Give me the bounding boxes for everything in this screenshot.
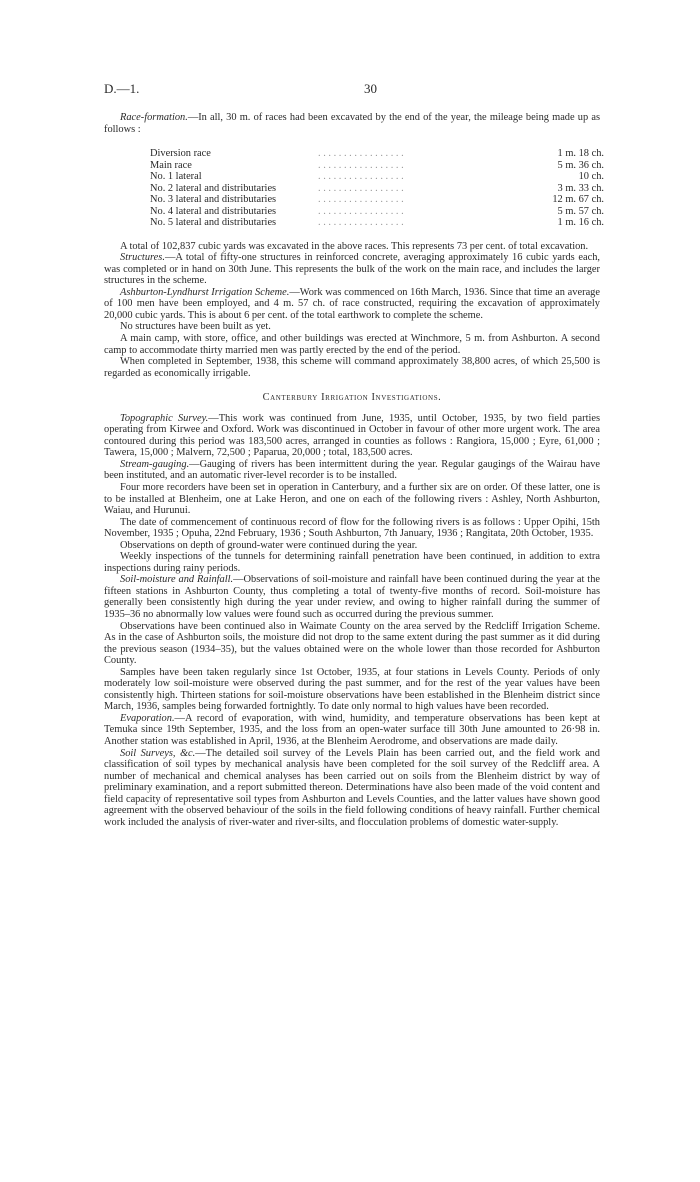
- text-topographic: —This work was continued from June, 1935, until October, 1935, by two field parties operating from Kirwee and Oxford. Work was discontinued in October in favour of other more urgent work. The area contoured during this period was 183,500 acres, arranged in counties as follows : Rangiora, 15,000 ; Eyre, 61,000 ; Tawera, 15,000 ; Malvern, 72,500 ; Paparua, 20,000 ; total, 183,500 acres.: [104, 412, 601, 459]
- paragraph-waimate: Observations have been continued also in Waimate County on the area served by the Redcliff Irrigation Scheme. As in the case of Ashburton soils, the moisture did not drop to the same extent during the past summer as it did during the previous season (1934–35), but the values obtained were on the whole lower than those recorded for Ashburton County.: [104, 620, 600, 667]
- table-row: [150, 194, 604, 206]
- mileage-table: [150, 148, 604, 229]
- heading-structures: Structures.: [120, 252, 165, 264]
- document-reference: D.—1.: [104, 81, 140, 96]
- paragraph-topographic: [104, 413, 600, 459]
- paragraph-no-structures: No structures have been built as yet.: [120, 321, 271, 333]
- heading-evaporation: Evaporation.: [120, 712, 175, 724]
- paragraph-main-camp: A main camp, with store, office, and other buildings was erected at Winchmore, 5 m. from Ashburton. A second camp to accommodate thirty married men was partly erected by the end of the period.: [104, 332, 600, 356]
- paragraph-commencement: The date of commencement of continuous record of flow for the following rivers is as follows : Upper Opihi, 15th November, 1935 ; Opuha, 22nd February, 1936 ; South Ashburton, 7th January, 1936 ; Rangitata, 20th October, 1935.: [104, 516, 600, 540]
- page-body: [104, 112, 604, 828]
- race-length: 5 m. 57 ch.: [557, 205, 604, 217]
- paragraph-four-recorders: Four more recorders have been set in operation in Canterbury, and a further six are on order. Of these latter, one is to be installed at Blenheim, one at Lake Heron, and one on each of the following rivers : Ashley, North Ashburton, Waiau, and Hurunui.: [104, 481, 600, 517]
- race-name: Diversion race: [150, 148, 211, 160]
- race-name: No. 1 lateral: [150, 171, 202, 183]
- leader-dots: . . . . . . . . . . . . . . . . .: [318, 194, 404, 206]
- race-length: 10 ch.: [578, 171, 604, 183]
- heading-stream-gauging: Stream-gauging.: [120, 458, 190, 470]
- text-stream-gauging: —Gauging of rivers has been intermittent during the year. Regular gaugings of the Wairau have been instituted, and an automatic river-level recorder is to be installed.: [104, 458, 600, 482]
- leader-dots: . . . . . . . . . . . . . . . . .: [318, 217, 404, 229]
- section-heading: Canterbury Irrigation Investigations.: [262, 392, 442, 404]
- race-name: No. 5 lateral and distributaries: [150, 217, 277, 229]
- paragraph-soil-surveys: [104, 748, 600, 829]
- paragraph-weekly: Weekly inspections of the tunnels for determining rainfall penetration have been continued, in addition to extra inspections during rainy periods.: [104, 551, 600, 574]
- table-row: [150, 183, 604, 195]
- text-soil-surveys: —The detailed soil survey of the Levels Plain has been carried out, and the field work and classification of soil types by mechanical analysis have been completed for the soil survey of the Redcliff area. A number of mechanical and chemical analyses has been carried out on soils from the Blenheim district by way of preliminary examination, and a report submitted thereon. Determinations have also been made of the void content and field capacity of representative soil types from Ashburton and Levels Counties, and the latter values have shown good agreement with the observed behaviour of the soils in the field following conditions of heavy rainfall. Further chemical work included the analysis of river-water and river-silts, and flocculation problems of domestic water-supply.: [104, 747, 600, 828]
- paragraph-ground-water: Observations on depth of ground-water were continued during the year.: [120, 539, 418, 551]
- paragraph-soil-moisture: [104, 574, 600, 620]
- race-length: 5 m. 36 ch.: [557, 159, 604, 171]
- paragraph-structures: [104, 252, 600, 287]
- page-number: 30: [364, 81, 377, 96]
- heading-race-formation: Race-formation.: [120, 112, 188, 123]
- paragraph-stream-gauging: [104, 459, 600, 482]
- table-row: [150, 206, 604, 218]
- race-length: 1 m. 18 ch.: [557, 148, 604, 160]
- race-length: 3 m. 33 ch.: [557, 182, 604, 194]
- text-race-formation: —In all, 30 m. of races had been excavated by the end of the year, the mileage being made up as follows :: [104, 112, 600, 135]
- race-name: Main race: [150, 159, 192, 171]
- heading-soil-surveys: Soil Surveys, &c.: [120, 747, 196, 759]
- text-structures: —A total of fifty-one structures in reinforced concrete, averaging approximately 16 cubic yards each, was completed or in hand on 30th June. This represents the bulk of the work on the main race, and includes the larger structures in the scheme.: [104, 252, 600, 287]
- table-row: [150, 217, 604, 229]
- table-row: [150, 171, 604, 183]
- paragraph-lyndhurst: [104, 287, 600, 322]
- table-row: [150, 160, 604, 172]
- race-name: No. 4 lateral and distributaries: [150, 205, 277, 217]
- race-name: No. 2 lateral and distributaries: [150, 182, 277, 194]
- table-row: [150, 148, 604, 160]
- leader-dots: . . . . . . . . . . . . . . . . .: [318, 205, 404, 217]
- paragraph-race-formation: [104, 112, 600, 135]
- paragraph-total-excavation: A total of 102,837 cubic yards was excavated in the above races. This represents 73 per cent. of total excavation.: [120, 240, 589, 252]
- heading-soil-moisture: Soil-moisture and Rainfall.: [120, 574, 234, 586]
- heading-lyndhurst: Ashburton-Lyndhurst Irrigation Scheme.: [120, 286, 290, 298]
- leader-dots: . . . . . . . . . . . . . . . . .: [318, 148, 404, 160]
- page-header: [104, 81, 600, 97]
- leader-dots: . . . . . . . . . . . . . . . . .: [318, 171, 404, 183]
- text-evaporation: —A record of evaporation, with wind, humidity, and temperature observations has been kept at Temuka since 19th September, 1935, and the loss from an open-water surface till 30th June amounted to 26·98 in. Another station was established in April, 1936, at the Blenheim Aerodrome, and observations are made daily.: [104, 712, 600, 748]
- paragraph-evaporation: [104, 713, 600, 748]
- race-length: 1 m. 16 ch.: [557, 217, 604, 229]
- text-lyndhurst: —Work was commenced on 16th March, 1936. Since that time an average of 100 men have been employed, and 4 m. 57 ch. of race constructed, requiring the excavation of approximately 20,000 cubic yards. This is about 6 per cent. of the total earthwork to complete the scheme.: [104, 286, 600, 321]
- leader-dots: . . . . . . . . . . . . . . . . .: [318, 159, 404, 171]
- race-name: No. 3 lateral and distributaries: [150, 194, 277, 206]
- race-length: 12 m. 67 ch.: [552, 194, 604, 206]
- text-soil-moisture: —Observations of soil-moisture and rainfall have been continued during the year at the fifteen stations in Ashburton County, thus completing a total of twenty-five months of record. Soil-moisture has generally been consistently high during the year under review, and owing to higher rainfall during the summer of 1935–36 no abnormally low values were found such as occurred during the previous summer.: [104, 574, 601, 620]
- heading-topographic: Topographic Survey.: [120, 412, 209, 424]
- leader-dots: . . . . . . . . . . . . . . . . .: [318, 182, 404, 194]
- paragraph-samples: Samples have been taken regularly since 1st October, 1935, at four stations in Levels County. Periods of only moderately low soil-moisture were observed during the past summer, and for the rest of the year values have been consistently high. Thirteen stations for soil-moisture observations have been established in the Blenheim district since March, 1936, samples being forwarded fortnightly. To date only normal to high values have been recorded.: [104, 666, 600, 713]
- paragraph-when-completed: When completed in September, 1938, this scheme will command approximately 38,800 acres, of which 25,500 is regarded as economically irrigable.: [104, 356, 600, 379]
